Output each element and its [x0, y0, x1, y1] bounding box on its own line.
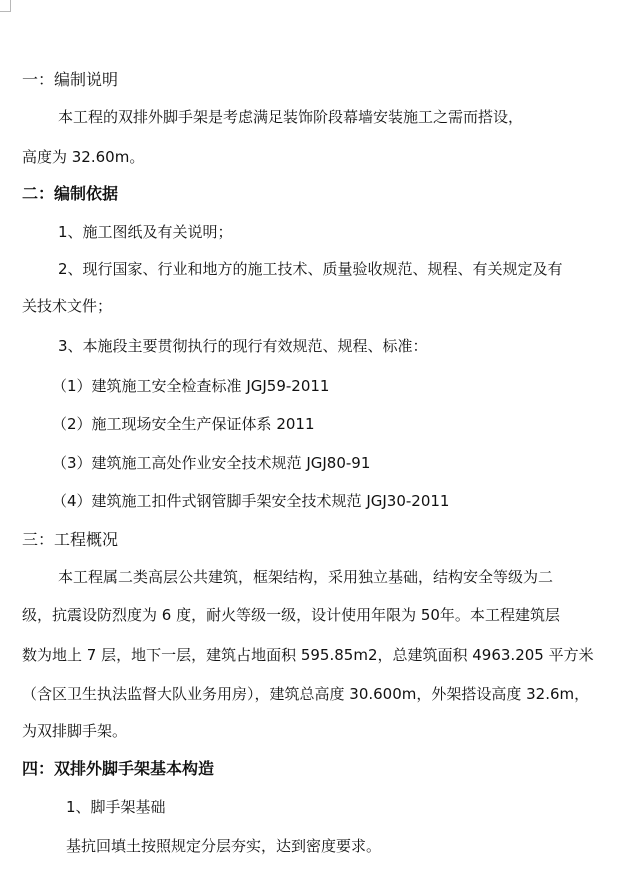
paragraph-line: 本工程属二类高层公共建筑，框架结构，采用独立基础，结构安全等级为二 — [58, 568, 554, 586]
list-item: 1、脚手架基础 — [66, 798, 166, 816]
paragraph-line: （含区卫生执法监督大队业务用房），建筑总高度 30.600m，外架搭设高度 32.6m， — [22, 685, 590, 703]
list-item-continuation: 关技术文件； — [22, 297, 113, 315]
standard-item: （3）建筑施工高处作业安全技术规范 JGJ80-91 — [52, 454, 371, 472]
standard-item: （1）建筑施工安全检查标准 JGJ59-2011 — [52, 377, 330, 395]
paragraph-line: 本工程的双排外脚手架是考虑满足装饰阶段幕墙安装施工之需而搭设， — [58, 108, 524, 126]
list-item: 1、施工图纸及有关说明； — [58, 223, 233, 241]
section-3-heading: 三：工程概况 — [22, 530, 119, 549]
page-corner-mark — [0, 0, 11, 12]
list-item: 3、本施段主要贯彻执行的现行有效规范、规程、标准： — [58, 337, 428, 355]
section-4-heading: 四：双排外脚手架基本构造 — [22, 759, 215, 778]
paragraph-line: 数为地上 7 层，地下一层，建筑占地面积 595.85m2，总建筑面积 4963.205 平方米 — [22, 646, 594, 664]
paragraph-line: 基抗回填土按照规定分层夯实，达到密度要求。 — [66, 837, 382, 855]
section-2-heading: 二：编制依据 — [22, 184, 119, 203]
paragraph-line: 级，抗震设防烈度为 6 度，耐火等级一级，设计使用年限为 50年。本工程建筑层 — [22, 606, 560, 624]
paragraph-line: 高度为 32.60m。 — [22, 148, 145, 166]
paragraph-line: 为双排脚手架。 — [22, 722, 128, 740]
section-1-heading: 一：编制说明 — [22, 70, 119, 89]
list-item: 2、现行国家、行业和地方的施工技术、质量验收规范、规程、有关规定及有 — [58, 260, 563, 278]
standard-item: （2）施工现场安全生产保证体系 2011 — [52, 415, 315, 433]
standard-item: （4）建筑施工扣件式钢管脚手架安全技术规范 JGJ30-2011 — [52, 492, 450, 510]
